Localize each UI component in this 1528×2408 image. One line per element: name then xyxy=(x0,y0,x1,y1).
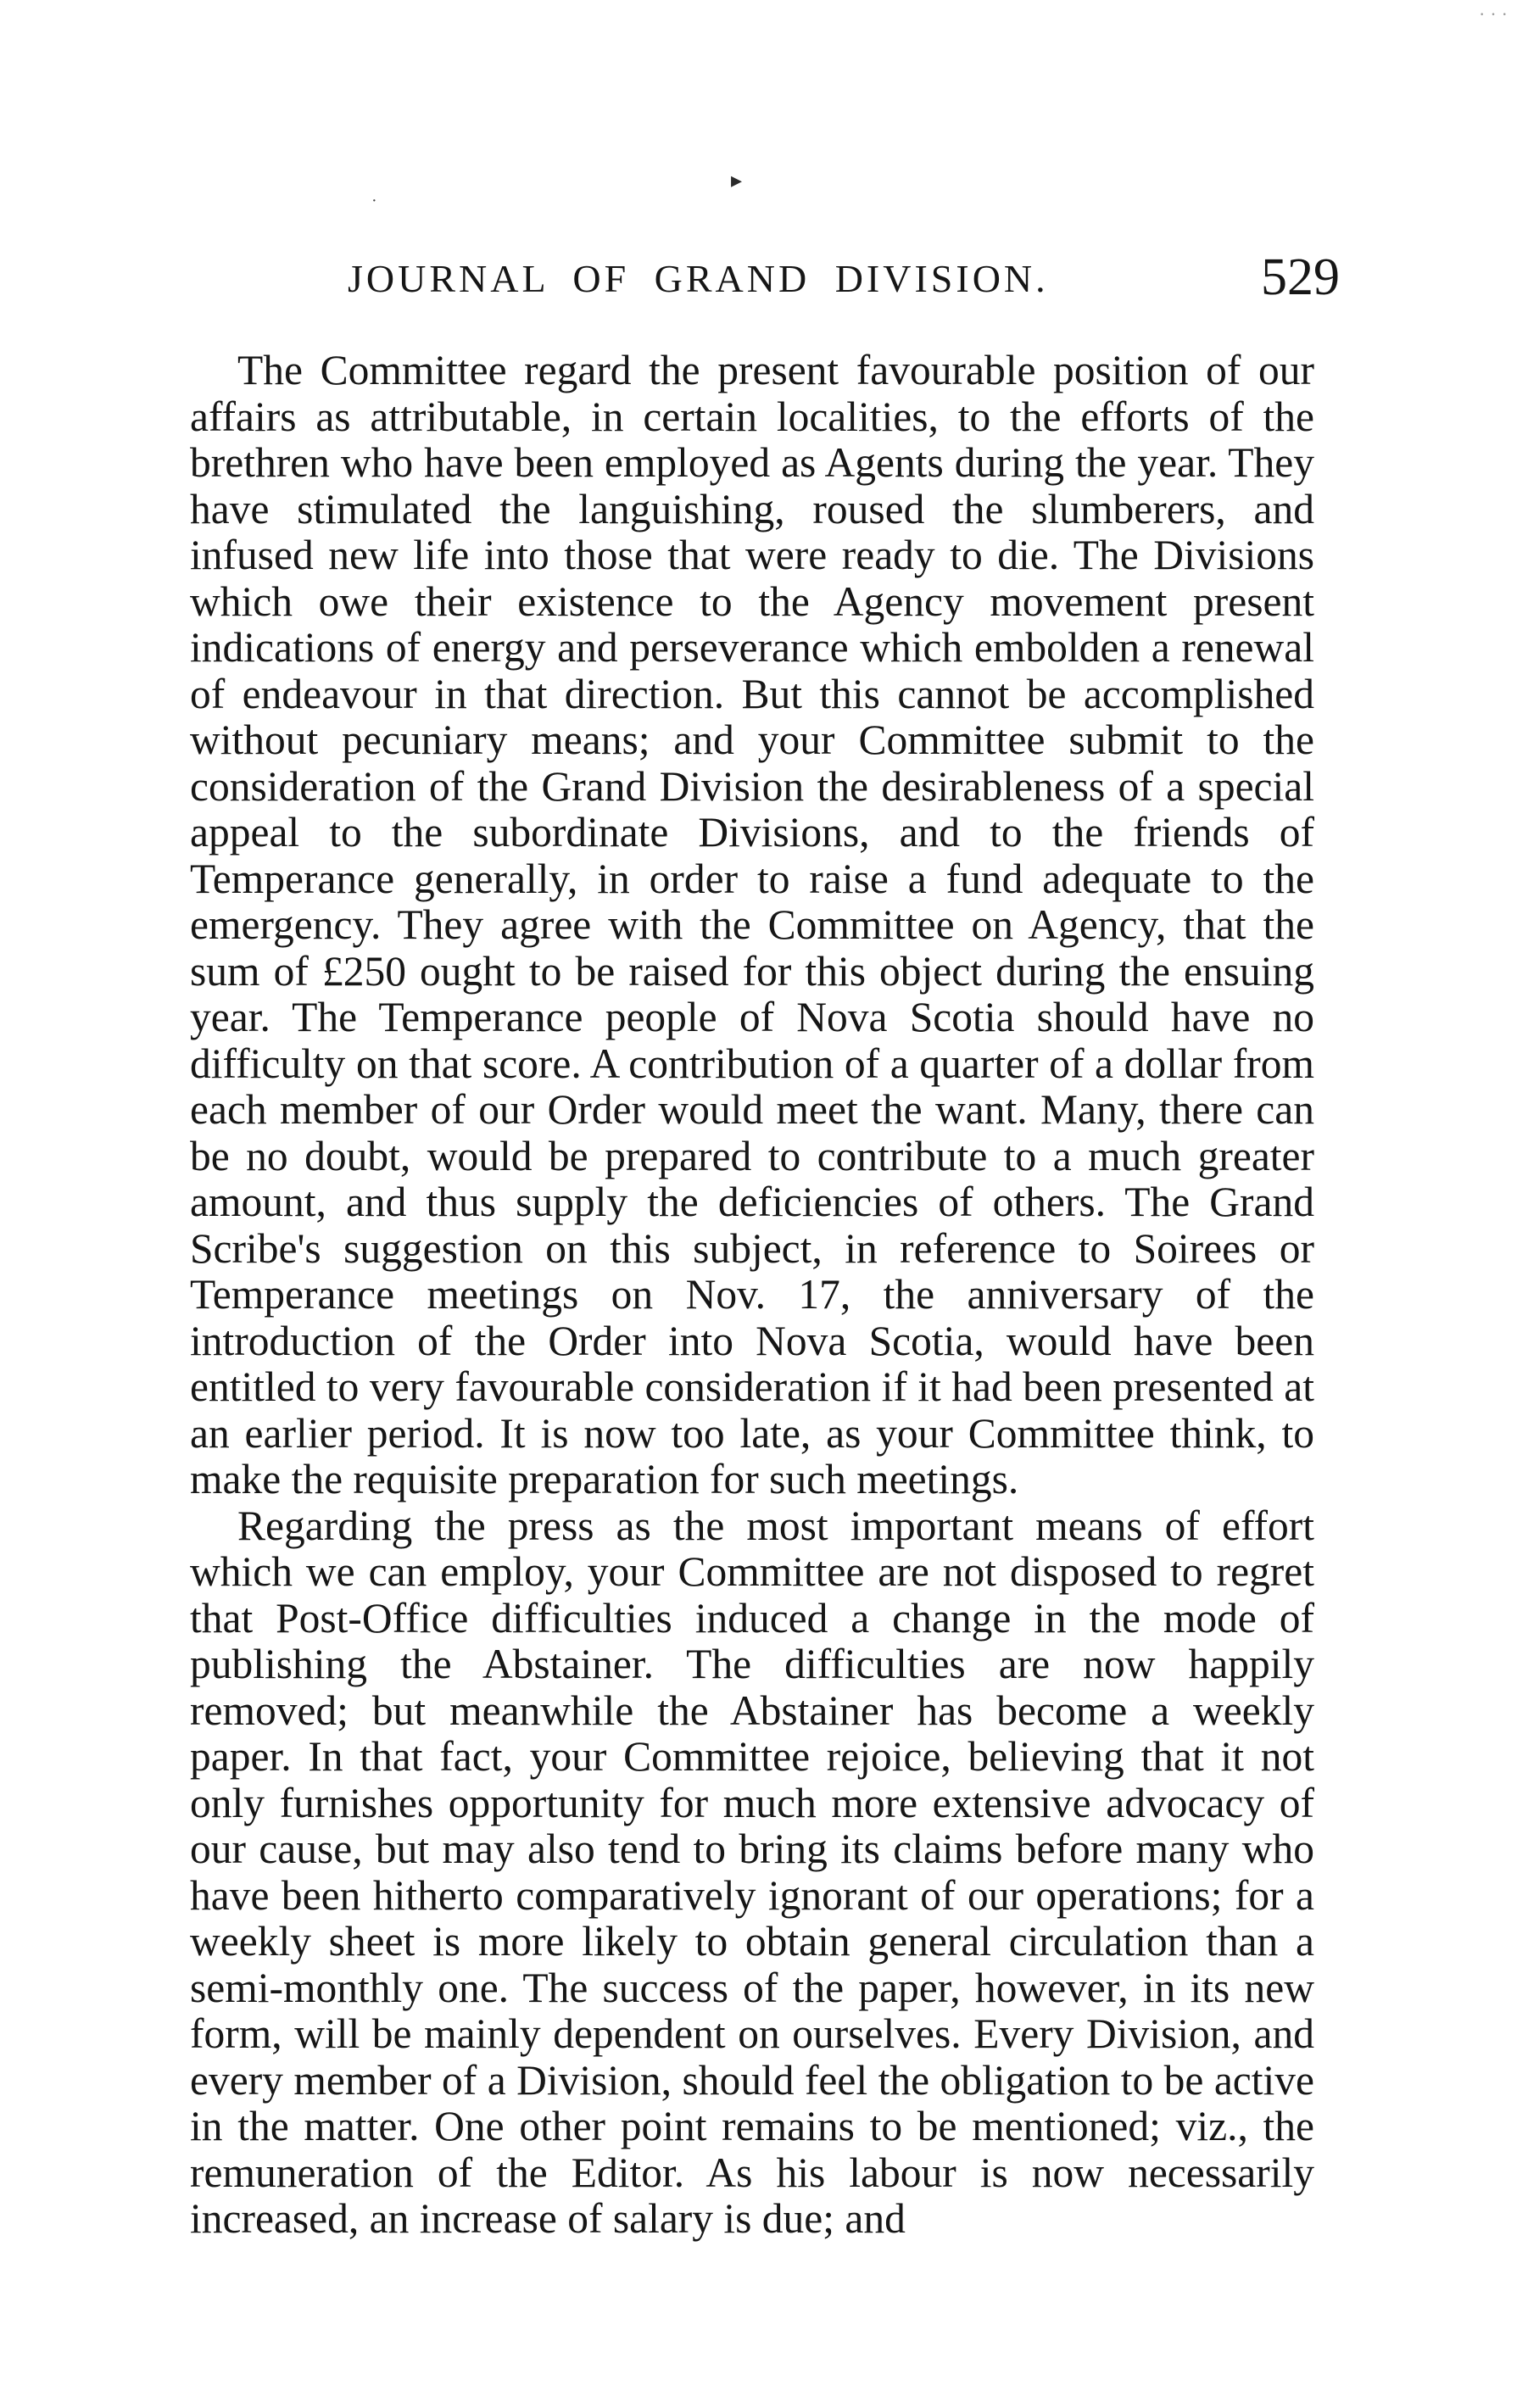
scan-artifact-mark: ▸ xyxy=(731,168,743,192)
scan-artifact-dots: ··· xyxy=(1479,3,1513,25)
scan-artifact-dot: · xyxy=(371,192,377,210)
paragraph-committee-agents: The Committee regard the present favourable position of our affairs as attributable, in certain localities, to the efforts of the brethren who have been employed as Agents during the year. They have stimulated the languishing, roused the slumberers, and infused new life into those that were ready to die. The Divisions which owe their existence to the Agency movement present indications of energy and perseverance which embolden a renewal of endeavour in that direction. But this cannot be accomplished without pecuniary means; and your Committee submit to the consideration of the Grand Division the desirableness of a special appeal to the subordinate Divisions, and to the friends of Temperance generally, in order to raise a fund adequate to the emergency. They agree with the Committee on Agency, that the sum of £250 ought to be raised for this object during the ensuing year. The Temperance people of Nova Scotia should have no difficulty on that score. A contribution of a quarter of a dollar from each member of our Order would meet the want. Many, there can be no doubt, would be prepared to contribute to a much greater amount, and thus supply the deficiencies of others. The Grand Scribe's suggestion on this subject, in reference to Soirees or Temperance meetings on Nov. 17, the anniversary of the introduction of the Order into Nova Scotia, would have been entitled to very favourable consideration if it had been presented at an earlier period. It is now too late, as your Committee think, to make the requisite preparation for such meetings. xyxy=(190,347,1314,1502)
page-number: 529 xyxy=(1261,248,1340,306)
body-text xyxy=(190,348,1314,2243)
paragraph-press-abstainer: Regarding the press as the most important means of effort which we can employ, your Committee are not disposed to regret that Post-Office difficulties induced a change in the mode of publishing the Abstainer. The difficulties are now happily removed; but meanwhile the Abstainer has become a weekly paper. In that fact, your Committee rejoice, believing that it not only furnishes opportunity for much more extensive advocacy of our cause, but may also tend to bring its claims before many who have been hitherto comparatively ignorant of our operations; for a weekly sheet is more likely to obtain general circulation than a semi-monthly one. The success of the paper, however, in its new form, will be mainly dependent on ourselves. Every Division, and every member of a Division, should feel the obligation to be active in the matter. One other point remains to be mentioned; viz., the remuneration of the Editor. As his labour is now necessarily increased, an increase of salary is due; and xyxy=(190,1502,1314,2242)
running-head: JOURNAL OF GRAND DIVISION. xyxy=(348,257,1049,300)
page-header xyxy=(170,248,1340,307)
